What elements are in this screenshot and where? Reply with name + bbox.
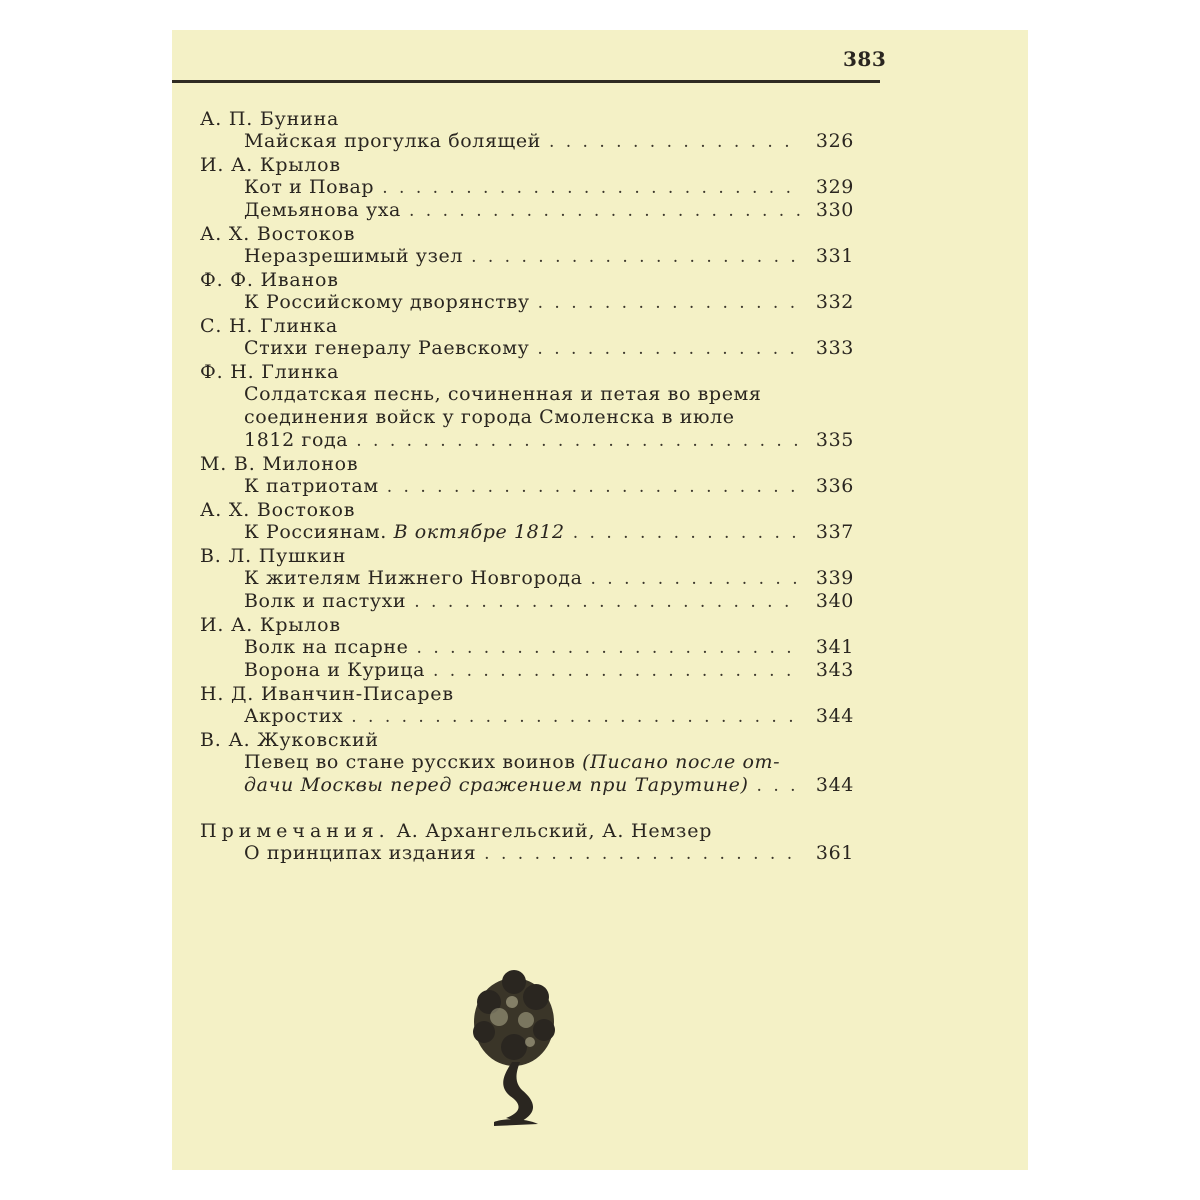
entry-page: 335 [815, 429, 854, 451]
entry-page: 337 [815, 521, 854, 543]
entry-title: Волк на псарне [244, 636, 409, 658]
leader-dots [484, 844, 800, 864]
entry-title: Ворона и Курица [244, 659, 425, 681]
toc-author: Ф. Ф. Иванов [200, 269, 339, 291]
entry-title-line: Солдатская песнь, сочиненная и петая во время [244, 383, 762, 405]
entry-page: 333 [815, 337, 854, 359]
toc-entry[interactable] [244, 521, 854, 544]
entry-title: К жителям Нижнего Новгорода [244, 567, 583, 589]
entry-page: 361 [815, 842, 854, 864]
entry-page: 331 [815, 245, 854, 267]
toc-entry[interactable] [244, 590, 854, 613]
toc-author: А. Х. Востоков [200, 499, 356, 521]
leader-dots [433, 661, 800, 681]
leader-dots [351, 707, 800, 727]
toc-entry[interactable] [244, 659, 854, 682]
toc-entry[interactable] [244, 337, 854, 360]
entry-title-line: соединения войск у города Смоленска в июле [244, 406, 735, 428]
entry-page: 330 [815, 199, 854, 221]
toc-entry[interactable] [244, 636, 854, 659]
toc-entry[interactable] [244, 199, 854, 222]
entry-title: Неразрешимый узел [244, 245, 464, 267]
toc-author: В. А. Жуковский [200, 729, 379, 751]
toc-author: Ф. Н. Глинка [200, 361, 340, 383]
leader-dots [382, 178, 800, 198]
toc-entry[interactable] [244, 567, 854, 590]
leader-dots [537, 339, 800, 359]
entry-note: (Писано после от- [582, 751, 781, 773]
leader-dots [417, 638, 800, 658]
leader-dots [573, 523, 800, 543]
tree-vignette-icon [464, 962, 564, 1130]
entry-page: 329 [815, 176, 854, 198]
notes-heading: Примечания. [200, 820, 390, 842]
entry-title-line: 1812 года [244, 429, 349, 451]
leader-dots [549, 132, 800, 152]
toc-author: И. А. Крылов [200, 154, 341, 176]
entry-title: Демьянова уха [244, 199, 401, 221]
notes-heading-line [200, 820, 712, 842]
entry-title: Волк и пастухи [244, 590, 407, 612]
toc-author: В. Л. Пушкин [200, 545, 347, 567]
leader-dots [414, 592, 800, 612]
leader-dots [757, 776, 800, 796]
toc-entry[interactable] [244, 176, 854, 199]
leader-dots [591, 569, 801, 589]
entry-note: В октябре 1812 [393, 521, 565, 543]
toc-author: Н. Д. Иванчин-Писарев [200, 683, 454, 705]
toc-entry[interactable] [244, 705, 854, 728]
entry-page: 344 [815, 705, 854, 727]
leader-dots [356, 431, 800, 451]
leader-dots [387, 477, 800, 497]
entry-note: дачи Москвы перед сражением при Тарутине) [244, 774, 749, 796]
toc-author: И. А. Крылов [200, 614, 341, 636]
toc-author: С. Н. Глинка [200, 315, 339, 337]
toc-author: А. Х. Востоков [200, 223, 356, 245]
notes-authors: А. Архангельский, А. Немзер [396, 820, 713, 842]
toc-entry[interactable] [244, 383, 854, 452]
entry-title: Певец во стане русских воинов [244, 751, 576, 773]
toc-entry[interactable] [244, 842, 854, 865]
entry-title: Кот и Повар [244, 176, 375, 198]
entry-title: К Россиянам. [244, 521, 387, 543]
entry-page: 340 [815, 590, 854, 612]
entry-title: О принципах издания [244, 842, 477, 864]
toc-author: М. В. Милонов [200, 453, 359, 475]
page-number: 383 [843, 47, 887, 71]
entry-title: К патриотам [244, 475, 379, 497]
entry-title: К Российскому дворянству [244, 291, 530, 313]
leader-dots [409, 201, 800, 221]
leader-dots [471, 247, 800, 267]
entry-title: Майская прогулка болящей [244, 130, 541, 152]
entry-title: Акростих [244, 705, 344, 727]
toc-entry[interactable] [244, 130, 854, 153]
entry-page: 336 [815, 475, 854, 497]
entry-page: 344 [815, 774, 854, 796]
entry-page: 339 [815, 567, 854, 589]
toc-entry[interactable] [244, 751, 854, 797]
entry-page: 343 [815, 659, 854, 681]
toc-author: А. П. Бунина [200, 108, 340, 130]
entry-page: 326 [815, 130, 854, 152]
toc-entry[interactable] [244, 475, 854, 498]
leader-dots [538, 293, 800, 313]
toc-entry[interactable] [244, 245, 854, 268]
entry-page: 332 [815, 291, 854, 313]
entry-title: Стихи генералу Раевскому [244, 337, 530, 359]
entry-page: 341 [815, 636, 854, 658]
toc-entry[interactable] [244, 291, 854, 314]
